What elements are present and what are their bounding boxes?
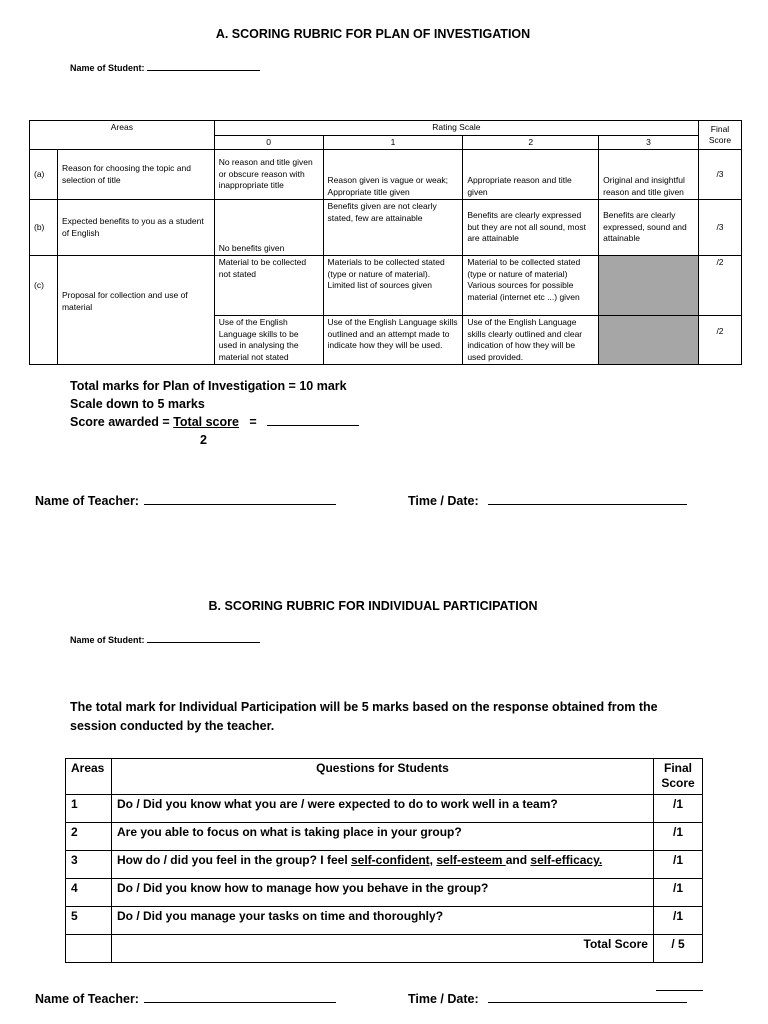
- final-score-header: Final Score: [653, 759, 702, 795]
- area-number: 2: [66, 823, 112, 851]
- student-name-field[interactable]: [147, 642, 260, 643]
- student-name-label: Name of Student:: [70, 635, 148, 645]
- score-awarded-field[interactable]: [267, 425, 359, 426]
- rating-0: Material to be collected not stated: [214, 256, 323, 316]
- question-text: Do / Did you know what you are / were expected to do to work well in a team?: [111, 795, 653, 823]
- rating-1: Benefits given are not clearly stated, few are attainable: [323, 200, 463, 256]
- rating-1: Reason given is vague or weak; Appropriate title given: [323, 150, 463, 200]
- area-number: 4: [66, 879, 112, 907]
- date-field[interactable]: [488, 1002, 687, 1003]
- area-number: 1: [66, 795, 112, 823]
- final-score: /2: [698, 256, 741, 316]
- rating-3: Benefits are clearly expressed, sound and attainable: [599, 200, 699, 256]
- teacher-name-label: Name of Teacher:: [35, 494, 139, 508]
- score-awarded-label: Score awarded =: [70, 415, 174, 429]
- date-label: Time / Date:: [408, 494, 479, 508]
- question-text: Do / Did you know how to manage how you behave in the group?: [111, 879, 653, 907]
- scale-down-text: Scale down to 5 marks: [70, 397, 205, 411]
- teacher-name-label: Name of Teacher:: [35, 992, 139, 1006]
- table-row: [66, 907, 703, 935]
- final-score: /1: [653, 907, 702, 935]
- term-self-confident: self-confident,: [350, 853, 433, 867]
- date-label: Time / Date:: [408, 992, 479, 1006]
- row-area: Expected benefits to you as a student of English: [57, 200, 214, 256]
- total-row: [66, 935, 703, 963]
- shaded-cell: [599, 316, 699, 365]
- scale-0: 0: [214, 135, 323, 150]
- score-fraction-denominator: 2: [200, 433, 207, 447]
- scale-3: 3: [599, 135, 699, 150]
- term-self-efficacy: self-efficacy.: [530, 853, 603, 867]
- rating-2: Material to be collected stated (type or nature of material) Various sources for possible material (internet etc ...) given: [463, 256, 599, 316]
- plan-rubric-table: [29, 120, 742, 365]
- row-id: (b): [30, 200, 58, 256]
- term-self-esteem: self-esteem: [436, 853, 506, 867]
- student-name-row-b: [70, 635, 260, 645]
- total-marks-text: Total marks for Plan of Investigation = 10 mark: [70, 379, 347, 393]
- total-score-label: Total Score: [111, 935, 653, 963]
- areas-header: Areas: [66, 759, 112, 795]
- table-row: [66, 851, 703, 879]
- row-id: (a): [30, 150, 58, 200]
- table-row: [30, 150, 742, 200]
- question-text: [111, 851, 653, 879]
- total-score-value: / 5: [653, 935, 702, 963]
- final-score: /1: [653, 823, 702, 851]
- table-row: [30, 200, 742, 256]
- student-name-row-a: [70, 63, 260, 73]
- rating-0: Use of the English Language skills to be used in analysing the material not stated: [214, 316, 323, 365]
- section-a-title: A. SCORING RUBRIC FOR PLAN OF INVESTIGATION: [215, 27, 531, 41]
- teacher-name-row-b: [35, 992, 336, 1006]
- row-area: Proposal for collection and use of material: [57, 256, 214, 365]
- question-prefix: How do / did you feel in the group? I feel: [116, 853, 351, 867]
- table-row: [66, 823, 703, 851]
- table-row: [30, 256, 742, 316]
- final-score: /3: [698, 150, 741, 200]
- participation-rubric-table: [65, 758, 703, 963]
- student-name-field[interactable]: [147, 70, 260, 71]
- student-name-label: Name of Student:: [70, 63, 148, 73]
- score-fraction-numerator: Total score: [173, 415, 239, 429]
- areas-header: Areas: [30, 121, 215, 150]
- teacher-name-row-a: [35, 494, 336, 508]
- question-and: and: [505, 853, 531, 867]
- question-text: Do / Did you manage your tasks on time and thoroughly?: [111, 907, 653, 935]
- date-field[interactable]: [488, 504, 687, 505]
- area-number: 5: [66, 907, 112, 935]
- final-score: /1: [653, 879, 702, 907]
- scale-2: 2: [463, 135, 599, 150]
- rating-0: No reason and title given or obscure reason with inappropriate title: [214, 150, 323, 200]
- rating-2: Use of the English Language skills clearly outlined and clear indication of how they will be used provided.: [463, 316, 599, 365]
- table-row: [66, 879, 703, 907]
- final-score: /1: [653, 851, 702, 879]
- row-area: Reason for choosing the topic and selection of title: [57, 150, 214, 200]
- teacher-name-field[interactable]: [144, 504, 336, 505]
- rating-3: Original and insightful reason and title given: [599, 150, 699, 200]
- rating-1: Use of the English Language skills outlined and an attempt made to indicate how they will be used.: [323, 316, 463, 365]
- date-row-b: [408, 992, 687, 1006]
- teacher-name-field[interactable]: [144, 1002, 336, 1003]
- rating-2: Benefits are clearly expressed but they are not all sound, most are attainable: [463, 200, 599, 256]
- questions-header: Questions for Students: [111, 759, 653, 795]
- scale-1: 1: [323, 135, 463, 150]
- date-row-a: [408, 494, 687, 508]
- section-b-title: B. SCORING RUBRIC FOR INDIVIDUAL PARTICIPATION: [208, 599, 538, 613]
- shaded-cell: [599, 256, 699, 316]
- area-number: 3: [66, 851, 112, 879]
- final-score: /3: [698, 200, 741, 256]
- score-equals: =: [249, 415, 257, 429]
- final-score-header: Final Score: [698, 121, 741, 150]
- final-score: /1: [653, 795, 702, 823]
- row-id: (c): [30, 256, 58, 365]
- table-row: [66, 795, 703, 823]
- final-score: /2: [698, 316, 741, 365]
- rating-0: No benefits given: [214, 200, 323, 256]
- rating-scale-header: Rating Scale: [214, 121, 698, 136]
- rating-1: Materials to be collected stated (type or nature of material). Limited list of sources given: [323, 256, 463, 316]
- score-awarded-row: [70, 413, 430, 431]
- participation-intro: The total mark for Individual Participation will be 5 marks based on the response obtained from the session conducted by the teacher.: [70, 700, 658, 733]
- rating-2: Appropriate reason and title given: [463, 150, 599, 200]
- score-calculation: [70, 377, 430, 449]
- empty-cell: [66, 935, 112, 963]
- question-text: Are you able to focus on what is taking place in your group?: [111, 823, 653, 851]
- total-score-underline[interactable]: [656, 990, 703, 991]
